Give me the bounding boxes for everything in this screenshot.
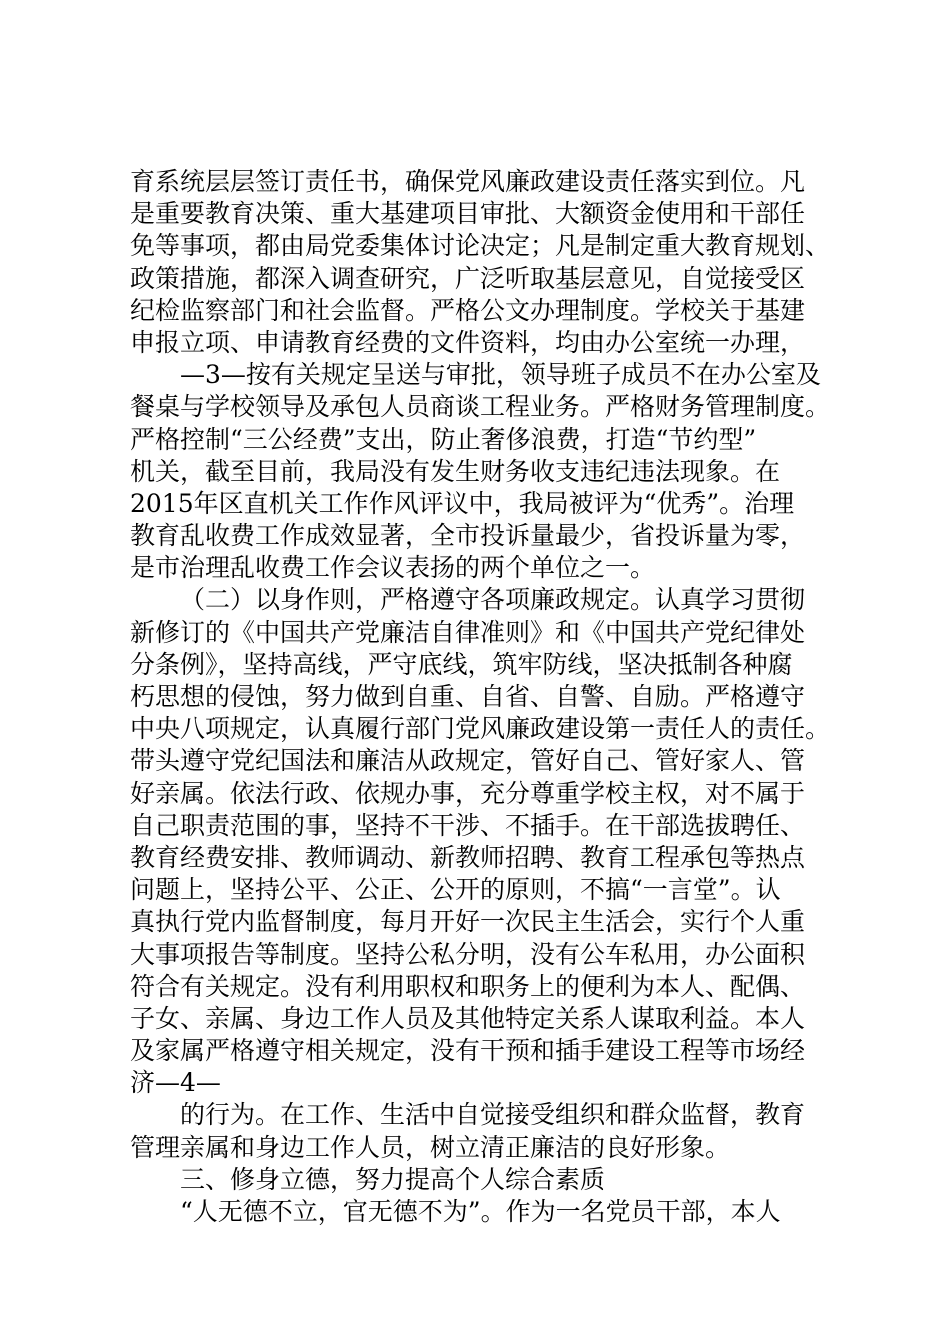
body-line-2: 是重要教育决策、重大基建项目审批、大额资金使用和干部任 (130, 199, 806, 229)
body-line-26: 符合有关规定。没有利用职权和职务上的便利为本人、配偶、 (130, 971, 806, 1001)
body-line-3: 免等事项，都由局党委集体讨论决定；凡是制定重大教育规划、 (130, 231, 831, 261)
body-line-19: 带头遵守党纪国法和廉洁从政规定，管好自己、管好家人、管 (130, 746, 806, 776)
body-line-7: —3—按有关规定呈送与审批，领导班子成员不在办公室及 (180, 360, 821, 390)
body-line-27: 子女、亲属、身边工作人员及其他特定关系人谋取利益。本人 (130, 1003, 806, 1033)
body-line-16: 分条例》，坚持高线，严守底线，筑牢防线，坚决抵制各种腐 (130, 649, 793, 679)
body-line-33: “人无德不立，官无德不为”。作为一名党员干部，本人 (180, 1197, 781, 1226)
body-line-28: 及家属严格遵守相关规定，没有干预和插手建设工程等市场经 (130, 1036, 806, 1066)
body-line-22: 教育经费安排、教师调动、新教师招聘、教育工程承包等热点 (130, 842, 806, 872)
body-line-25: 大事项报告等制度。坚持公私分明，没有公车私用，办公面积 (130, 939, 806, 969)
body-line-17: 朽思想的侵蚀，努力做到自重、自省、自警、自励。严格遵守 (130, 682, 806, 711)
body-line-10: 机关，截至目前，我局没有发生财务收支违纪违法现象。在 (130, 456, 781, 486)
section-heading-3: 三、修身立德，努力提高个人综合素质 (180, 1164, 606, 1194)
body-line-18: 中央八项规定，认真履行部门党风廉政建设第一责任人的责任。 (130, 714, 831, 744)
body-line-12: 教育乱收费工作成效显著，全市投诉量最少，省投诉量为零， (130, 521, 806, 551)
body-line-6: 申报立项、申请教育经费的文件资料，均由办公室统一办理， (130, 327, 806, 357)
body-line-20: 好亲属。依法行政、依规办事，充分尊重学校主权，对不属于 (130, 778, 806, 808)
body-line-5: 纪检监察部门和社会监督。严格公文办理制度。学校关于基建 (130, 295, 806, 325)
body-line-31: 管理亲属和身边工作人员，树立清正廉洁的良好形象。 (130, 1132, 731, 1162)
body-line-24: 真执行党内监督制度，每月开好一次民主生活会，实行个人重 (130, 907, 806, 937)
body-line-9: 严格控制“三公经费”支出，防止奢侈浪费，打造“节约型” (130, 424, 757, 454)
body-line-23: 问题上，坚持公平、公正、公开的原则，不搞“一言堂”。认 (130, 875, 781, 905)
body-line-13: 是市治理乱收费工作会议表扬的两个单位之一。 (130, 553, 656, 583)
body-line-11: 2015年区直机关工作作风评议中，我局被评为“优秀”。治理 (130, 488, 795, 518)
body-line-15: 新修订的《中国共产党廉洁自律准则》和《中国共产党纪律处 (130, 617, 806, 647)
body-line-1: 育系统层层签订责任书，确保党风廉政建设责任落实到位。凡 (130, 167, 806, 196)
document-body (130, 166, 840, 1228)
body-line-30: 的行为。在工作、生活中自觉接受组织和群众监督，教育 (180, 1100, 806, 1130)
body-line-21: 自己职责范围的事，坚持不干涉、不插手。在干部选拔聘任、 (130, 810, 806, 840)
body-line-8: 餐桌与学校领导及承包人员商谈工程业务。严格财务管理制度。 (130, 392, 831, 422)
section-heading-2: （二）以身作则，严格遵守各项廉政规定。认真学习贯彻 (180, 585, 806, 615)
body-line-4: 政策措施，都深入调查研究，广泛听取基层意见，自觉接受区 (130, 263, 806, 293)
page-break-marker: 济—4— (130, 1068, 221, 1098)
